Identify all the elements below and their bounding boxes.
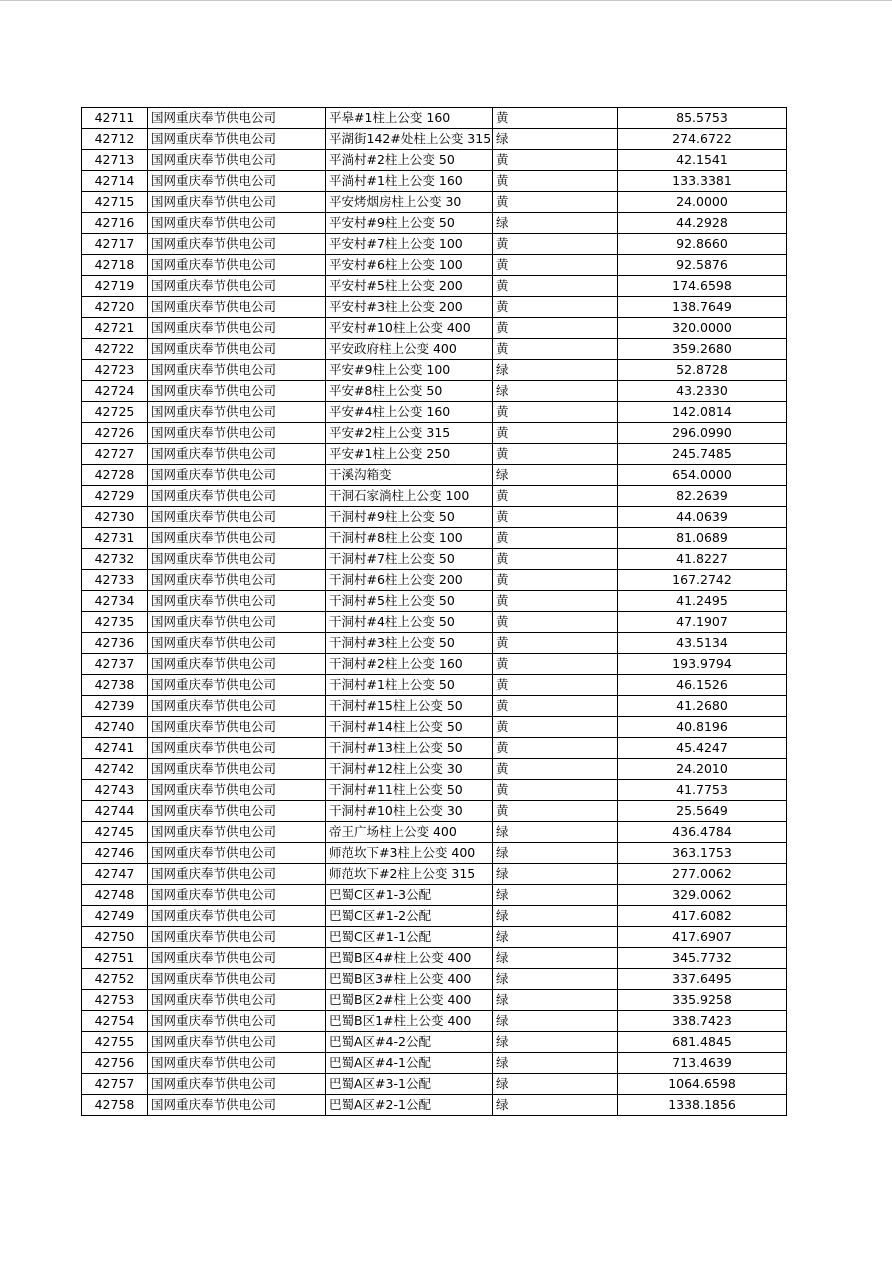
table-row [82,738,787,759]
cell-value: 47.1907 [618,612,787,633]
table-row [82,276,787,297]
cell-company: 国网重庆奉节供电公司 [148,885,326,906]
table-row [82,843,787,864]
cell-status: 黄 [493,591,618,612]
cell-id: 42743 [82,780,148,801]
cell-transformer-name: 干洞村#8柱上公变 100 [326,528,493,549]
cell-status: 黄 [493,717,618,738]
cell-status: 黄 [493,654,618,675]
table-row [82,927,787,948]
cell-id: 42720 [82,297,148,318]
cell-id: 42734 [82,591,148,612]
cell-id: 42735 [82,612,148,633]
cell-company: 国网重庆奉节供电公司 [148,108,326,129]
table-row [82,108,787,129]
cell-status: 绿 [493,990,618,1011]
cell-id: 42714 [82,171,148,192]
cell-value: 363.1753 [618,843,787,864]
cell-id: 42745 [82,822,148,843]
table-row [82,885,787,906]
cell-status: 黄 [493,150,618,171]
cell-company: 国网重庆奉节供电公司 [148,1011,326,1032]
cell-id: 42727 [82,444,148,465]
cell-company: 国网重庆奉节供电公司 [148,969,326,990]
cell-status: 黄 [493,570,618,591]
cell-transformer-name: 平安烤烟房柱上公变 30 [326,192,493,213]
cell-transformer-name: 巴蜀C区#1-3公配 [326,885,493,906]
cell-transformer-name: 干洞村#2柱上公变 160 [326,654,493,675]
cell-transformer-name: 师范坎下#3柱上公变 400 [326,843,493,864]
table-row [82,1095,787,1116]
cell-id: 42739 [82,696,148,717]
cell-value: 81.0689 [618,528,787,549]
cell-status: 黄 [493,276,618,297]
cell-company: 国网重庆奉节供电公司 [148,1095,326,1116]
cell-transformer-name: 平淌村#2柱上公变 50 [326,150,493,171]
cell-id: 42722 [82,339,148,360]
cell-value: 52.8728 [618,360,787,381]
cell-status: 黄 [493,549,618,570]
cell-status: 黄 [493,171,618,192]
cell-status: 黄 [493,234,618,255]
cell-transformer-name: 干洞村#11柱上公变 50 [326,780,493,801]
table-row [82,801,787,822]
cell-status: 黄 [493,318,618,339]
cell-company: 国网重庆奉节供电公司 [148,654,326,675]
cell-value: 329.0062 [618,885,787,906]
table-row [82,444,787,465]
table-row [82,654,787,675]
cell-transformer-name: 巴蜀B区4#柱上公变 400 [326,948,493,969]
cell-id: 42738 [82,675,148,696]
cell-id: 42750 [82,927,148,948]
cell-value: 337.6495 [618,969,787,990]
cell-value: 142.0814 [618,402,787,423]
cell-transformer-name: 平安#4柱上公变 160 [326,402,493,423]
cell-id: 42733 [82,570,148,591]
cell-value: 436.4784 [618,822,787,843]
cell-value: 82.2639 [618,486,787,507]
cell-status: 绿 [493,864,618,885]
cell-company: 国网重庆奉节供电公司 [148,213,326,234]
cell-value: 174.6598 [618,276,787,297]
cell-transformer-name: 干洞村#7柱上公变 50 [326,549,493,570]
cell-id: 42751 [82,948,148,969]
cell-company: 国网重庆奉节供电公司 [148,801,326,822]
cell-company: 国网重庆奉节供电公司 [148,570,326,591]
cell-value: 138.7649 [618,297,787,318]
cell-id: 42740 [82,717,148,738]
cell-value: 1338.1856 [618,1095,787,1116]
cell-company: 国网重庆奉节供电公司 [148,633,326,654]
cell-value: 44.0639 [618,507,787,528]
cell-company: 国网重庆奉节供电公司 [148,759,326,780]
cell-transformer-name: 干洞村#14柱上公变 50 [326,717,493,738]
cell-status: 绿 [493,822,618,843]
cell-company: 国网重庆奉节供电公司 [148,465,326,486]
cell-transformer-name: 平淌村#1柱上公变 160 [326,171,493,192]
cell-value: 41.7753 [618,780,787,801]
cell-status: 黄 [493,402,618,423]
cell-transformer-name: 平安政府柱上公变 400 [326,339,493,360]
table-body [82,108,787,1116]
cell-company: 国网重庆奉节供电公司 [148,990,326,1011]
cell-id: 42741 [82,738,148,759]
page-top-border [0,0,892,1]
cell-status: 绿 [493,129,618,150]
cell-company: 国网重庆奉节供电公司 [148,717,326,738]
cell-id: 42723 [82,360,148,381]
table-row [82,297,787,318]
cell-transformer-name: 平安村#5柱上公变 200 [326,276,493,297]
cell-transformer-name: 平安村#7柱上公变 100 [326,234,493,255]
cell-value: 92.8660 [618,234,787,255]
cell-company: 国网重庆奉节供电公司 [148,906,326,927]
cell-id: 42715 [82,192,148,213]
cell-transformer-name: 干洞石家淌柱上公变 100 [326,486,493,507]
cell-status: 绿 [493,948,618,969]
cell-company: 国网重庆奉节供电公司 [148,423,326,444]
cell-company: 国网重庆奉节供电公司 [148,528,326,549]
cell-transformer-name: 平安#2柱上公变 315 [326,423,493,444]
cell-value: 45.4247 [618,738,787,759]
cell-id: 42728 [82,465,148,486]
cell-id: 42754 [82,1011,148,1032]
cell-id: 42721 [82,318,148,339]
cell-value: 24.2010 [618,759,787,780]
cell-value: 681.4845 [618,1032,787,1053]
cell-id: 42744 [82,801,148,822]
cell-company: 国网重庆奉节供电公司 [148,360,326,381]
cell-transformer-name: 干洞村#1柱上公变 50 [326,675,493,696]
cell-status: 绿 [493,906,618,927]
cell-company: 国网重庆奉节供电公司 [148,738,326,759]
cell-id: 42730 [82,507,148,528]
cell-value: 359.2680 [618,339,787,360]
cell-company: 国网重庆奉节供电公司 [148,675,326,696]
cell-value: 345.7732 [618,948,787,969]
cell-id: 42742 [82,759,148,780]
cell-id: 42748 [82,885,148,906]
table-row [82,1053,787,1074]
table-row [82,402,787,423]
cell-value: 193.9794 [618,654,787,675]
cell-company: 国网重庆奉节供电公司 [148,549,326,570]
cell-transformer-name: 巴蜀A区#4-1公配 [326,1053,493,1074]
cell-status: 黄 [493,255,618,276]
cell-id: 42717 [82,234,148,255]
cell-id: 42718 [82,255,148,276]
cell-id: 42753 [82,990,148,1011]
cell-id: 42749 [82,906,148,927]
cell-company: 国网重庆奉节供电公司 [148,507,326,528]
table-row [82,339,787,360]
cell-status: 黄 [493,423,618,444]
cell-value: 24.0000 [618,192,787,213]
cell-transformer-name: 平安#9柱上公变 100 [326,360,493,381]
cell-company: 国网重庆奉节供电公司 [148,843,326,864]
cell-id: 42716 [82,213,148,234]
table-row [82,171,787,192]
cell-status: 黄 [493,633,618,654]
cell-value: 133.3381 [618,171,787,192]
cell-id: 42719 [82,276,148,297]
cell-status: 黄 [493,108,618,129]
cell-company: 国网重庆奉节供电公司 [148,255,326,276]
cell-company: 国网重庆奉节供电公司 [148,780,326,801]
cell-value: 41.8227 [618,549,787,570]
cell-value: 654.0000 [618,465,787,486]
table-row [82,990,787,1011]
cell-status: 绿 [493,381,618,402]
cell-id: 42746 [82,843,148,864]
table-row [82,633,787,654]
cell-value: 41.2680 [618,696,787,717]
cell-status: 黄 [493,780,618,801]
cell-transformer-name: 巴蜀B区3#柱上公变 400 [326,969,493,990]
cell-status: 黄 [493,444,618,465]
cell-transformer-name: 平安村#9柱上公变 50 [326,213,493,234]
table-row [82,591,787,612]
cell-company: 国网重庆奉节供电公司 [148,612,326,633]
cell-value: 40.8196 [618,717,787,738]
cell-status: 绿 [493,1032,618,1053]
cell-company: 国网重庆奉节供电公司 [148,381,326,402]
cell-value: 338.7423 [618,1011,787,1032]
cell-value: 44.2928 [618,213,787,234]
cell-status: 绿 [493,1011,618,1032]
cell-status: 黄 [493,801,618,822]
cell-status: 绿 [493,927,618,948]
cell-value: 43.5134 [618,633,787,654]
cell-value: 296.0990 [618,423,787,444]
cell-id: 42747 [82,864,148,885]
cell-value: 277.0062 [618,864,787,885]
cell-status: 黄 [493,297,618,318]
cell-transformer-name: 干洞村#5柱上公变 50 [326,591,493,612]
cell-value: 274.6722 [618,129,787,150]
cell-company: 国网重庆奉节供电公司 [148,234,326,255]
cell-transformer-name: 平安#8柱上公变 50 [326,381,493,402]
cell-transformer-name: 平安村#6柱上公变 100 [326,255,493,276]
cell-status: 绿 [493,843,618,864]
cell-status: 绿 [493,885,618,906]
table-row [82,1011,787,1032]
table-row [82,318,787,339]
cell-value: 320.0000 [618,318,787,339]
table-row [82,612,787,633]
table-row [82,1074,787,1095]
cell-transformer-name: 师范坎下#2柱上公变 315 [326,864,493,885]
table-row [82,528,787,549]
cell-status: 黄 [493,486,618,507]
cell-company: 国网重庆奉节供电公司 [148,171,326,192]
cell-company: 国网重庆奉节供电公司 [148,297,326,318]
cell-transformer-name: 巴蜀A区#2-1公配 [326,1095,493,1116]
table-row [82,1032,787,1053]
cell-value: 417.6907 [618,927,787,948]
table-row [82,906,787,927]
table-row [82,360,787,381]
cell-status: 黄 [493,507,618,528]
cell-status: 黄 [493,192,618,213]
table-row [82,486,787,507]
table-row [82,423,787,444]
table-row [82,570,787,591]
table-row [82,234,787,255]
cell-transformer-name: 干洞村#9柱上公变 50 [326,507,493,528]
cell-company: 国网重庆奉节供电公司 [148,1032,326,1053]
cell-transformer-name: 干洞村#12柱上公变 30 [326,759,493,780]
cell-status: 绿 [493,360,618,381]
cell-company: 国网重庆奉节供电公司 [148,276,326,297]
cell-value: 245.7485 [618,444,787,465]
table-row [82,759,787,780]
table-row [82,696,787,717]
cell-id: 42724 [82,381,148,402]
cell-transformer-name: 平安村#3柱上公变 200 [326,297,493,318]
cell-company: 国网重庆奉节供电公司 [148,150,326,171]
cell-company: 国网重庆奉节供电公司 [148,1053,326,1074]
cell-company: 国网重庆奉节供电公司 [148,696,326,717]
table-row [82,465,787,486]
cell-company: 国网重庆奉节供电公司 [148,591,326,612]
table-row [82,948,787,969]
cell-status: 绿 [493,1074,618,1095]
table-row [82,381,787,402]
cell-value: 1064.6598 [618,1074,787,1095]
cell-value: 335.9258 [618,990,787,1011]
cell-status: 绿 [493,213,618,234]
cell-company: 国网重庆奉节供电公司 [148,864,326,885]
cell-transformer-name: 干洞村#6柱上公变 200 [326,570,493,591]
cell-transformer-name: 干洞村#13柱上公变 50 [326,738,493,759]
cell-company: 国网重庆奉节供电公司 [148,822,326,843]
table-row [82,822,787,843]
cell-transformer-name: 巴蜀B区2#柱上公变 400 [326,990,493,1011]
cell-id: 42756 [82,1053,148,1074]
cell-company: 国网重庆奉节供电公司 [148,1074,326,1095]
cell-transformer-name: 平湖街142#处柱上公变 315 [326,129,493,150]
cell-company: 国网重庆奉节供电公司 [148,318,326,339]
cell-transformer-name: 干溪沟箱变 [326,465,493,486]
cell-id: 42726 [82,423,148,444]
cell-id: 42758 [82,1095,148,1116]
cell-status: 黄 [493,339,618,360]
cell-company: 国网重庆奉节供电公司 [148,339,326,360]
cell-id: 42732 [82,549,148,570]
table-row [82,129,787,150]
cell-status: 绿 [493,1053,618,1074]
cell-company: 国网重庆奉节供电公司 [148,192,326,213]
cell-id: 42731 [82,528,148,549]
cell-company: 国网重庆奉节供电公司 [148,948,326,969]
table-row [82,549,787,570]
cell-status: 黄 [493,612,618,633]
cell-status: 黄 [493,738,618,759]
cell-transformer-name: 干洞村#15柱上公变 50 [326,696,493,717]
transformer-table [81,107,787,1116]
cell-company: 国网重庆奉节供电公司 [148,486,326,507]
table-row [82,213,787,234]
cell-transformer-name: 平皋#1柱上公变 160 [326,108,493,129]
cell-transformer-name: 巴蜀A区#4-2公配 [326,1032,493,1053]
cell-value: 46.1526 [618,675,787,696]
cell-transformer-name: 平安村#10柱上公变 400 [326,318,493,339]
cell-value: 41.2495 [618,591,787,612]
cell-transformer-name: 平安#1柱上公变 250 [326,444,493,465]
cell-id: 42737 [82,654,148,675]
cell-status: 绿 [493,1095,618,1116]
cell-status: 绿 [493,465,618,486]
cell-id: 42757 [82,1074,148,1095]
cell-company: 国网重庆奉节供电公司 [148,129,326,150]
cell-id: 42712 [82,129,148,150]
cell-transformer-name: 干洞村#4柱上公变 50 [326,612,493,633]
cell-id: 42736 [82,633,148,654]
cell-value: 42.1541 [618,150,787,171]
table-row [82,675,787,696]
table-row [82,864,787,885]
cell-status: 黄 [493,696,618,717]
cell-transformer-name: 干洞村#10柱上公变 30 [326,801,493,822]
table-row [82,150,787,171]
cell-company: 国网重庆奉节供电公司 [148,402,326,423]
cell-id: 42713 [82,150,148,171]
cell-value: 25.5649 [618,801,787,822]
table-row [82,192,787,213]
cell-id: 42752 [82,969,148,990]
table-row [82,969,787,990]
cell-id: 42725 [82,402,148,423]
table-row [82,780,787,801]
cell-value: 167.2742 [618,570,787,591]
cell-company: 国网重庆奉节供电公司 [148,927,326,948]
cell-value: 85.5753 [618,108,787,129]
cell-id: 42729 [82,486,148,507]
cell-id: 42755 [82,1032,148,1053]
cell-value: 417.6082 [618,906,787,927]
cell-transformer-name: 干洞村#3柱上公变 50 [326,633,493,654]
cell-status: 绿 [493,969,618,990]
cell-value: 92.5876 [618,255,787,276]
table-row [82,507,787,528]
cell-value: 713.4639 [618,1053,787,1074]
cell-transformer-name: 巴蜀C区#1-1公配 [326,927,493,948]
cell-status: 黄 [493,759,618,780]
cell-transformer-name: 巴蜀A区#3-1公配 [326,1074,493,1095]
cell-status: 黄 [493,675,618,696]
cell-company: 国网重庆奉节供电公司 [148,444,326,465]
cell-transformer-name: 帝王广场柱上公变 400 [326,822,493,843]
cell-value: 43.2330 [618,381,787,402]
cell-transformer-name: 巴蜀B区1#柱上公变 400 [326,1011,493,1032]
cell-transformer-name: 巴蜀C区#1-2公配 [326,906,493,927]
table-row [82,717,787,738]
cell-status: 黄 [493,528,618,549]
cell-id: 42711 [82,108,148,129]
table-row [82,255,787,276]
